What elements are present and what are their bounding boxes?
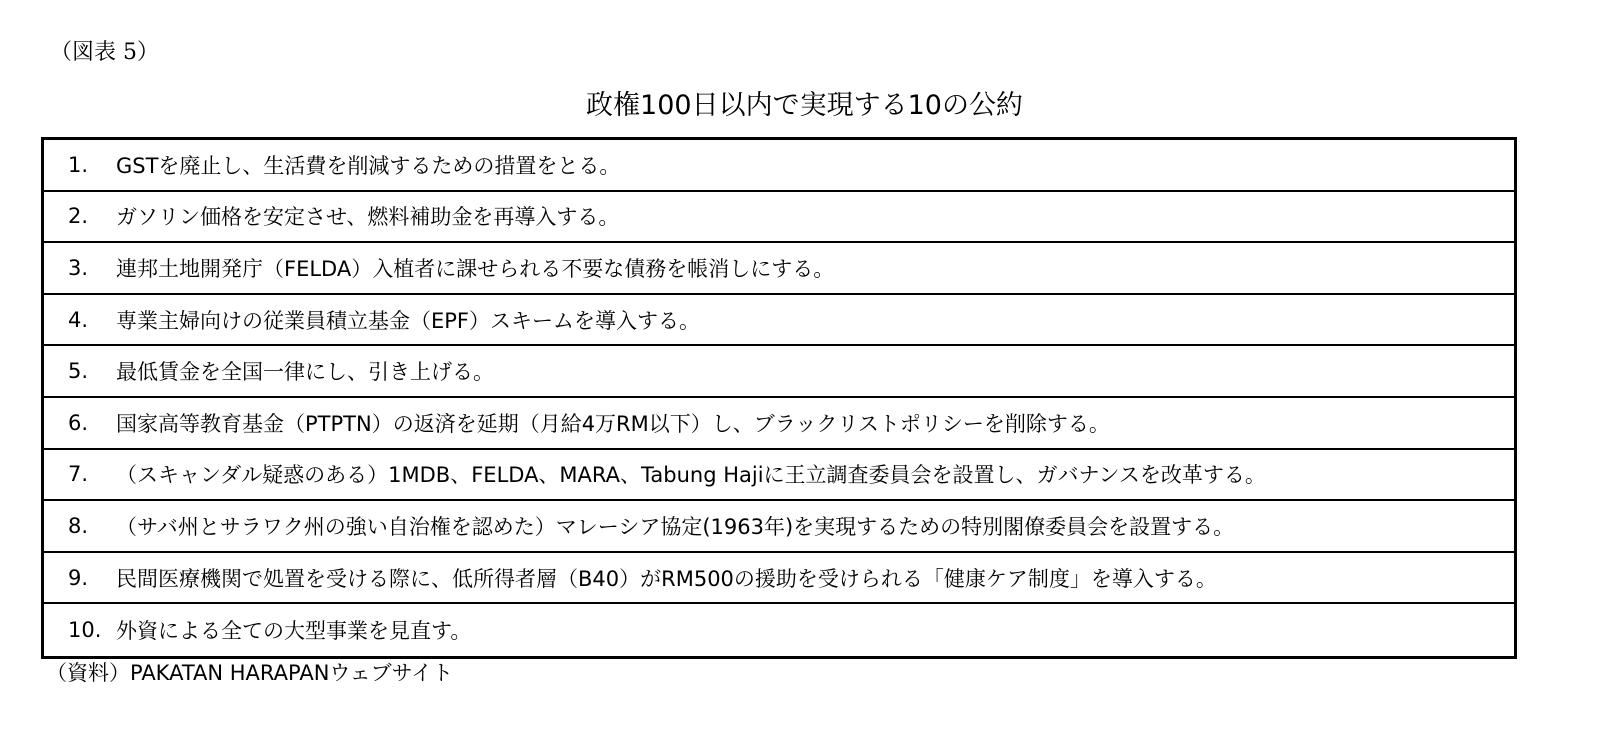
pledge-text: （スキャンダル疑惑のある）1MDB、FELDA、MARA、Tabung Hajiに王立調査委員会を設置し、ガバナンスを改革する。	[116, 463, 1266, 488]
pledge-text: 連邦土地開発庁（FELDA）入植者に課せられる不要な債務を帳消しにする。	[116, 256, 835, 281]
pledge-number: 4.	[68, 307, 89, 332]
pledge-text: 外資による全ての大型事業を見直す。	[116, 619, 472, 644]
table-row	[44, 553, 1514, 605]
pledge-text: GSTを廃止し、生活費を削減するための措置をとる。	[116, 153, 621, 178]
table-row	[44, 450, 1514, 502]
pledge-number: 7.	[68, 462, 89, 487]
pledge-number: 2.	[68, 204, 89, 229]
pledge-text: 国家高等教育基金（PTPTN）の返済を延期（月給4万RM以下）し、ブラックリストポリシーを削除する。	[116, 411, 1110, 436]
pledge-text: （サバ州とサラワク州の強い自治権を認めた）マレーシア協定(1963年)を実現するための特別閣僚委員会を設置する。	[116, 514, 1235, 539]
pledge-number: 9.	[68, 565, 89, 590]
pledge-text: ガソリン価格を安定させ、燃料補助金を再導入する。	[116, 205, 620, 230]
pledge-number: 5.	[68, 359, 89, 384]
table-row	[44, 243, 1514, 295]
pledge-number: 1.	[68, 152, 89, 177]
pledge-number: 10.	[68, 618, 102, 643]
table-row	[44, 295, 1514, 347]
pledge-text: 専業主婦向けの従業員積立基金（EPF）スキームを導入する。	[116, 308, 701, 333]
table-row	[44, 192, 1514, 244]
table-row	[44, 398, 1514, 450]
pledge-number: 3.	[68, 255, 89, 280]
table-row	[44, 346, 1514, 398]
table-row	[44, 140, 1514, 192]
table-row	[44, 501, 1514, 553]
pledge-number: 6.	[68, 410, 89, 435]
pledge-number: 8.	[68, 513, 89, 538]
pledge-text: 最低賃金を全国一律にし、引き上げる。	[116, 360, 494, 385]
pledge-table	[41, 137, 1517, 659]
table-row	[44, 604, 1514, 656]
pledge-text: 民間医療機関で処置を受ける際に、低所得者層（B40）がRM500の援助を受けられる「健康ケア制度」を導入する。	[116, 566, 1217, 591]
figure-label: （図表 5）	[50, 40, 159, 65]
source-note: （資料）PAKATAN HARAPANウェブサイト	[46, 661, 454, 685]
page-title: 政権100日以内で実現する10の公約	[586, 90, 1023, 121]
